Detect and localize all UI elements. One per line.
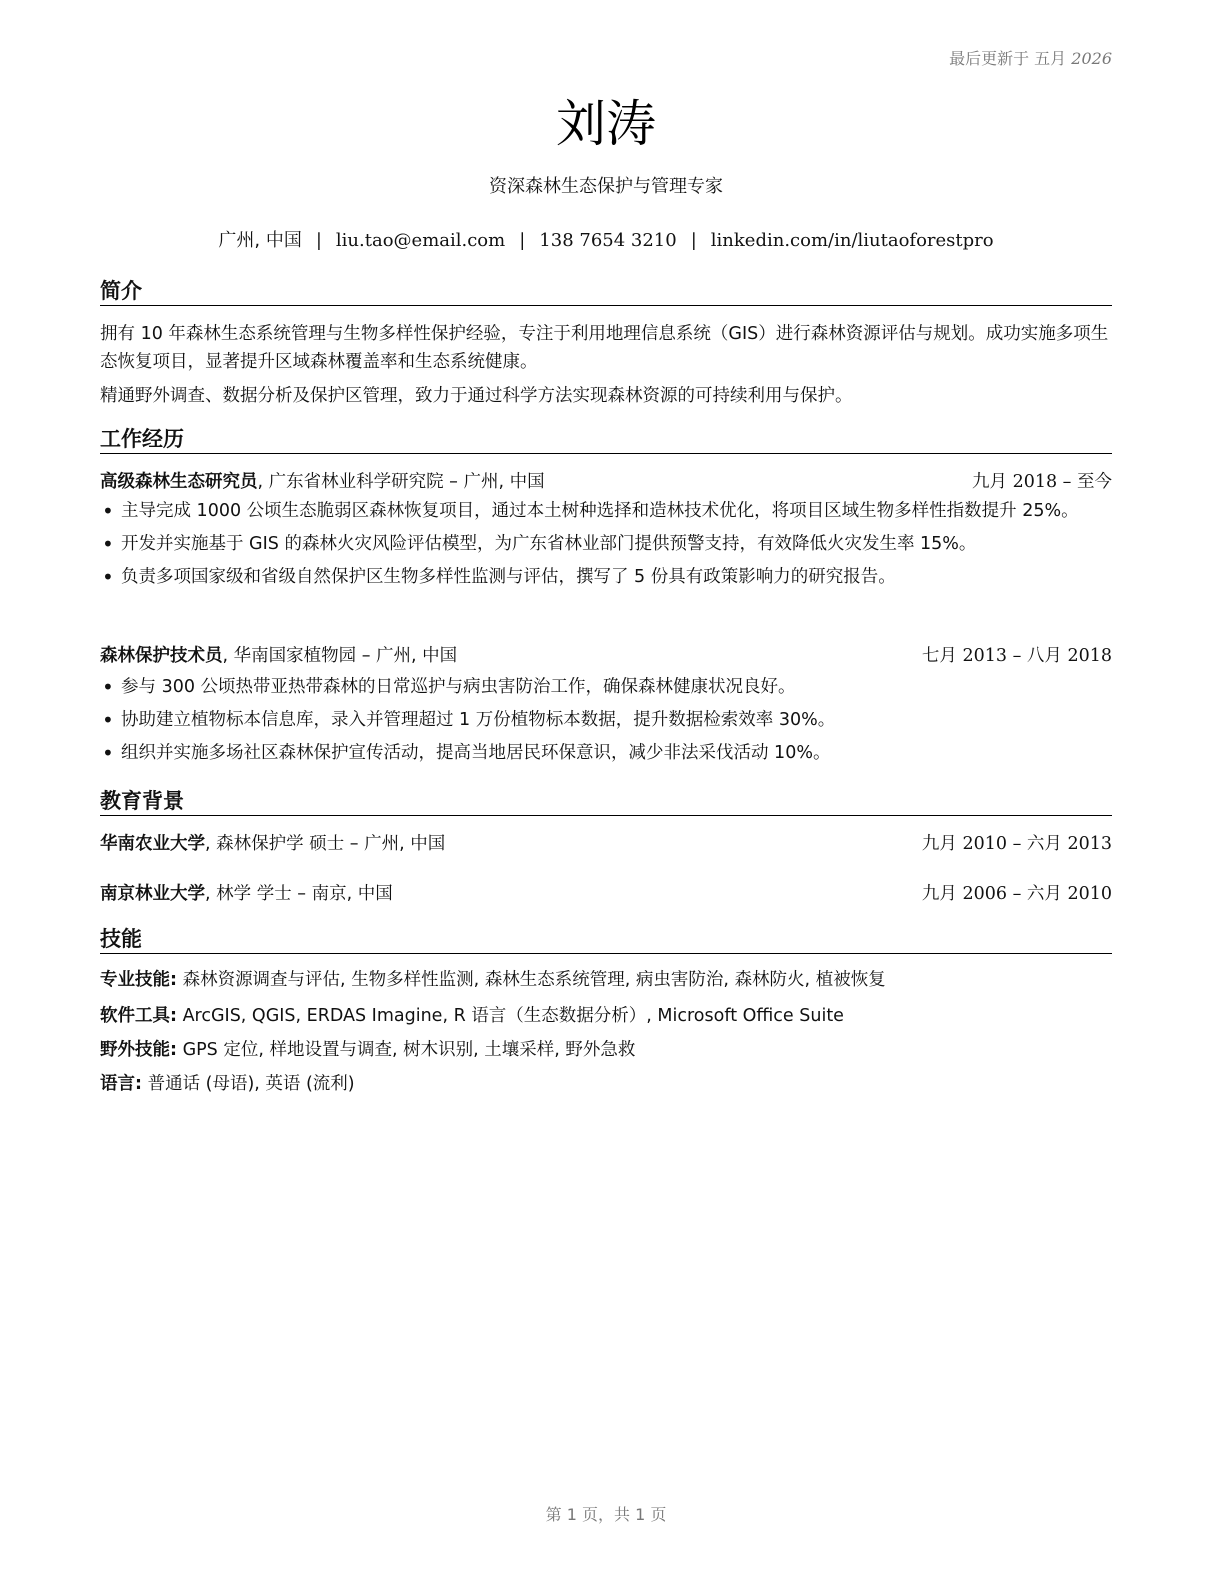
skill-label: 野外技能: — [100, 1040, 177, 1060]
job-bullet: • 负责多项国家级和省级自然保护区生物多样性监测与评估，撰写了 5 份具有政策影响力的研究报告。 — [100, 564, 1108, 591]
job-organization: , 华南国家植物园 – 广州, 中国 — [222, 646, 458, 666]
job-bullet: • 主导完成 1000 公顷生态脆弱区森林恢复项目，通过本土树种选择和造林技术优化，将项目区域生物多样性指数提升 25%。 — [100, 498, 1108, 525]
contact-separator: | — [690, 230, 697, 251]
job-entry-header — [100, 644, 1112, 668]
job-bullet-list — [100, 498, 1108, 597]
job-title: 资深森林生态保护与管理专家 — [489, 176, 723, 197]
page-number: 第 1 页，共 1 页 — [545, 1505, 667, 1524]
person-name: 刘涛 — [556, 95, 656, 153]
skill-line — [100, 968, 886, 992]
job-role: 高级森林生态研究员 — [100, 472, 258, 492]
contact-line — [100, 226, 1112, 252]
section-title-education: 教育背景 — [100, 788, 1112, 816]
last-updated — [949, 46, 1112, 69]
skill-value: ArcGIS, QGIS, ERDAS Imagine, R 语言（生态数据分析）, Microsoft Office Suite — [177, 1006, 844, 1026]
contact-separator: | — [519, 230, 526, 251]
contact-separator: | — [315, 230, 322, 251]
contact-location: 广州, 中国 — [218, 230, 302, 251]
skill-value: 普通话 (母语), 英语 (流利) — [142, 1074, 355, 1094]
school-name: 华南农业大学 — [100, 834, 205, 854]
summary-paragraph: 拥有 10 年森林生态系统管理与生物多样性保护经验，专注于利用地理信息系统（GIS）进行森林资源评估与规划。成功实施多项生态恢复项目，显著提升区域森林覆盖率和生态系统健康。 — [100, 324, 1109, 372]
job-organization: , 广东省林业科学研究院 – 广州, 中国 — [257, 472, 545, 492]
job-dates: 七月 2013 – 八月 2018 — [921, 646, 1112, 666]
education-entry — [100, 882, 1112, 906]
job-bullet: • 协助建立植物标本信息库，录入并管理超过 1 万份植物标本数据，提升数据检索效率 30%。 — [100, 707, 1108, 734]
skill-line — [100, 1038, 635, 1062]
section-title-summary: 简介 — [100, 278, 1112, 306]
job-dates: 九月 2018 – 至今 — [972, 472, 1112, 492]
education-dates: 九月 2010 – 六月 2013 — [921, 834, 1112, 854]
job-entry-header — [100, 470, 1112, 494]
job-bullet: • 开发并实施基于 GIS 的森林火灾风险评估模型，为广东省林业部门提供预警支持，有效降低火灾发生率 15%。 — [100, 531, 1108, 558]
school-name: 南京林业大学 — [100, 884, 205, 904]
job-bullet: • 组织并实施多场社区森林保护宣传活动，提高当地居民环保意识，减少非法采伐活动 10%。 — [100, 740, 1108, 767]
degree-detail: , 森林保护学 硕士 – 广州, 中国 — [205, 834, 446, 854]
contact-phone: 138 7654 3210 — [539, 230, 677, 251]
job-bullet-list — [100, 674, 1108, 773]
skill-label: 语言: — [100, 1074, 142, 1094]
resume-page — [100, 0, 1112, 1584]
section-title-experience: 工作经历 — [100, 426, 1112, 454]
summary-paragraph: 精通野外调查、数据分析及保护区管理，致力于通过科学方法实现森林资源的可持续利用与保护。 — [100, 386, 853, 406]
contact-linkedin-link[interactable]: linkedin.com/in/liutaoforestpro — [710, 230, 994, 251]
education-entry — [100, 832, 1112, 856]
skill-value: 森林资源调查与评估, 生物多样性监测, 森林生态系统管理, 病虫害防治, 森林防火, 植被恢复 — [177, 970, 886, 990]
job-role: 森林保护技术员 — [100, 646, 223, 666]
skill-value: GPS 定位, 样地设置与调查, 树木识别, 土壤采样, 野外急救 — [177, 1040, 636, 1060]
skill-line — [100, 1072, 355, 1096]
job-bullet: • 参与 300 公顷热带亚热带森林的日常巡护与病虫害防治工作，确保森林健康状况良好。 — [100, 674, 1108, 701]
section-title-skills: 技能 — [100, 926, 1112, 954]
skill-label: 软件工具: — [100, 1006, 177, 1026]
skill-label: 专业技能: — [100, 970, 177, 990]
last-updated-label: 最后更新于 五月 — [949, 49, 1067, 68]
education-dates: 九月 2006 – 六月 2010 — [921, 884, 1112, 904]
contact-email-link[interactable]: liu.tao@email.com — [335, 230, 506, 251]
skill-line — [100, 1004, 844, 1028]
last-updated-year: 2026 — [1071, 49, 1112, 68]
degree-detail: , 林学 学士 – 南京, 中国 — [205, 884, 393, 904]
